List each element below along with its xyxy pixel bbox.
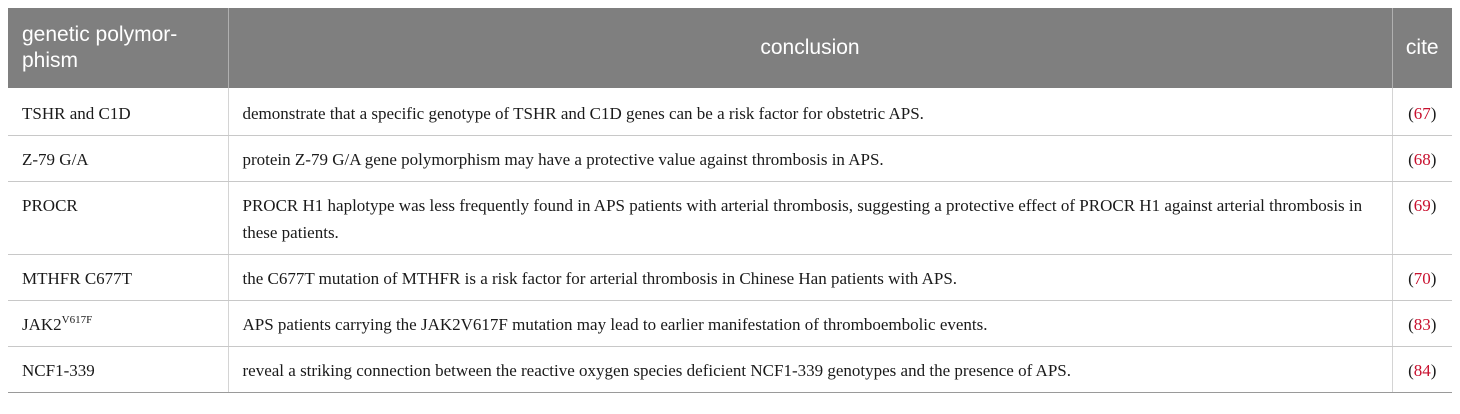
header-polymorphism bbox=[8, 8, 228, 88]
cite-link[interactable]: 83 bbox=[1413, 315, 1431, 334]
cite-close-paren: ) bbox=[1430, 196, 1437, 215]
cite-link[interactable]: 67 bbox=[1413, 104, 1431, 123]
cell-conclusion: APS patients carrying the JAK2V617F mutation may lead to earlier manifestation of thromboembolic events. bbox=[228, 301, 1392, 347]
cite-open-paren: ( bbox=[1408, 361, 1414, 380]
cell-cite bbox=[1392, 88, 1452, 136]
cell-polymorphism bbox=[8, 88, 228, 136]
cite-close-paren: ) bbox=[1430, 104, 1437, 123]
cite-link[interactable]: 70 bbox=[1413, 269, 1431, 288]
cell-cite bbox=[1392, 301, 1452, 347]
cite-close-paren: ) bbox=[1430, 150, 1437, 169]
cell-polymorphism bbox=[8, 255, 228, 301]
table-row bbox=[8, 88, 1452, 136]
genetic-polymorphism-table bbox=[8, 8, 1452, 393]
polymorphism-text: JAK2 bbox=[22, 315, 62, 334]
cell-conclusion: protein Z-79 G/A gene polymorphism may have a protective value against thrombosis in APS. bbox=[228, 136, 1392, 182]
cite-link[interactable]: 69 bbox=[1413, 196, 1431, 215]
cell-polymorphism bbox=[8, 347, 228, 393]
cite-open-paren: ( bbox=[1408, 196, 1414, 215]
polymorphism-text: TSHR and C1D bbox=[22, 104, 131, 123]
cite-open-paren: ( bbox=[1408, 150, 1414, 169]
cell-cite bbox=[1392, 182, 1452, 255]
cite-link[interactable]: 84 bbox=[1413, 361, 1431, 380]
polymorphism-superscript: V617F bbox=[61, 314, 93, 326]
header-polymorphism-line1: genetic polymor- bbox=[22, 23, 178, 46]
table-row bbox=[8, 136, 1452, 182]
polymorphism-text: MTHFR C677T bbox=[22, 269, 133, 288]
cell-cite bbox=[1392, 136, 1452, 182]
header-conclusion: conclusion bbox=[228, 8, 1392, 88]
polymorphism-text: NCF1-339 bbox=[22, 361, 95, 380]
header-polymorphism-line2: phism bbox=[22, 49, 79, 72]
cell-conclusion: reveal a striking connection between the reactive oxygen species deficient NCF1-339 genotypes and the presence of APS. bbox=[228, 347, 1392, 393]
cell-polymorphism bbox=[8, 136, 228, 182]
cell-conclusion: demonstrate that a specific genotype of TSHR and C1D genes can be a risk factor for obstetric APS. bbox=[228, 88, 1392, 136]
table-row bbox=[8, 301, 1452, 347]
cell-polymorphism bbox=[8, 301, 228, 347]
table-body bbox=[8, 88, 1452, 393]
table-row bbox=[8, 255, 1452, 301]
table-row bbox=[8, 182, 1452, 255]
cite-link[interactable]: 68 bbox=[1413, 150, 1431, 169]
polymorphism-text: PROCR bbox=[22, 196, 78, 215]
cite-open-paren: ( bbox=[1408, 104, 1414, 123]
cite-open-paren: ( bbox=[1408, 269, 1414, 288]
cell-conclusion: the C677T mutation of MTHFR is a risk factor for arterial thrombosis in Chinese Han patients with APS. bbox=[228, 255, 1392, 301]
cell-cite bbox=[1392, 255, 1452, 301]
table-header bbox=[8, 8, 1452, 88]
table-row bbox=[8, 347, 1452, 393]
cite-close-paren: ) bbox=[1430, 269, 1437, 288]
cite-open-paren: ( bbox=[1408, 315, 1414, 334]
cite-close-paren: ) bbox=[1430, 315, 1437, 334]
cell-conclusion: PROCR H1 haplotype was less frequently found in APS patients with arterial thrombosis, suggesting a protective effect of PROCR H1 against arterial thrombosis in these patients. bbox=[228, 182, 1392, 255]
cell-polymorphism bbox=[8, 182, 228, 255]
header-row bbox=[8, 8, 1452, 88]
cell-cite bbox=[1392, 347, 1452, 393]
header-cite: cite bbox=[1392, 8, 1452, 88]
cite-close-paren: ) bbox=[1430, 361, 1437, 380]
polymorphism-text: Z-79 G/A bbox=[22, 150, 89, 169]
